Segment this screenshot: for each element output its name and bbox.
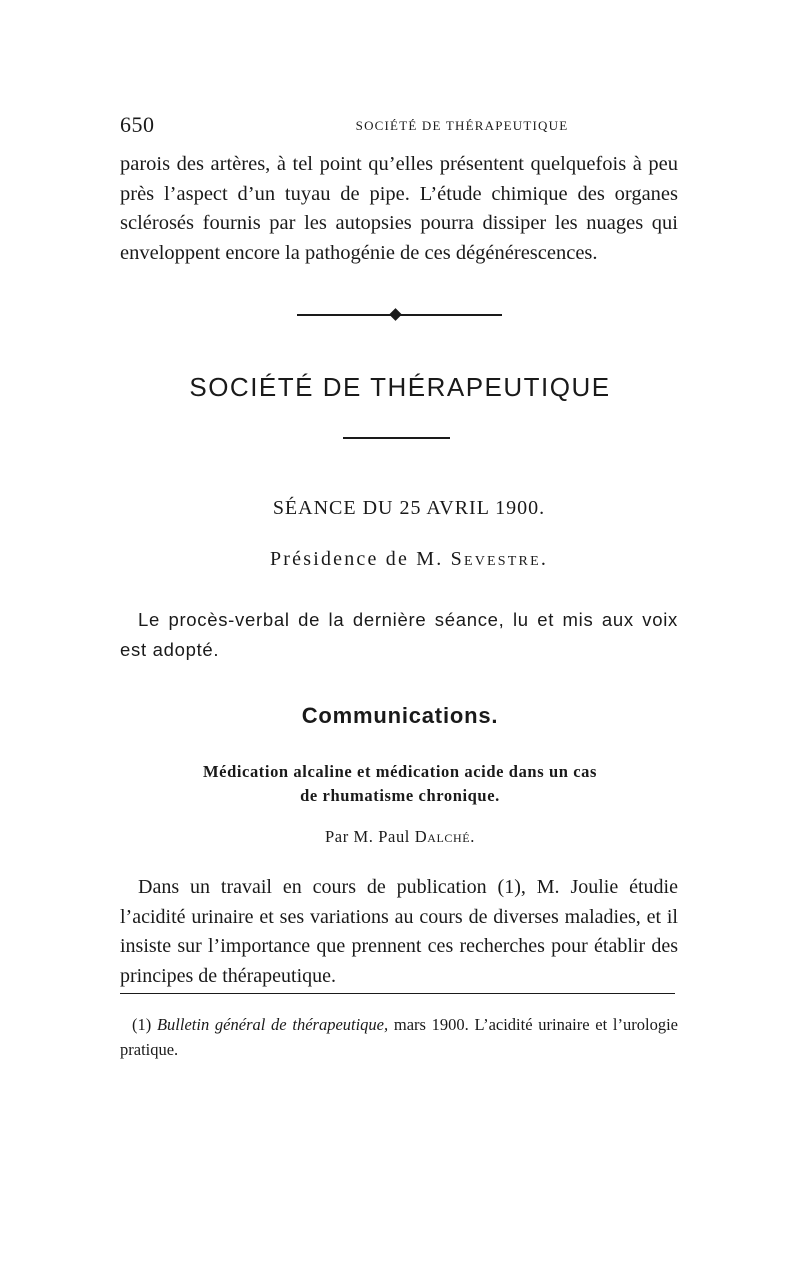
author-prefix: Par M. Paul [325, 827, 415, 846]
communications-heading: Communications. [301, 703, 499, 728]
page-number: 650 [120, 112, 155, 137]
presidence-prefix: Présidence de M. [269, 548, 451, 570]
section-ornament [297, 307, 502, 323]
presidence-suffix: . [540, 548, 549, 570]
presidence-line [0, 548, 800, 571]
diamond-icon [389, 308, 402, 321]
footnote-text [120, 1012, 678, 1062]
footnote-rest: mars 1900. L’acidité urinaire et l’urologie pratique. [120, 1015, 678, 1059]
footnote-journal: Bulletin général de thérapeutique, [156, 1015, 389, 1034]
footnote-rule [120, 993, 675, 994]
seance-date: SÉANCE DU 25 AVRIL 1900. [272, 497, 546, 519]
article-title-line-2: de rhumatisme chronique. [300, 786, 500, 805]
article-paragraph-text: Dans un travail en cours de publication (1), M. Joulie étudie l’acidité urinaire et ses variations au cours de diverses maladies, et il insiste sur l’importance que prennent ces recherches pour établir des principes de thérapeutique. [120, 876, 678, 987]
president-name: Sevestre [450, 548, 541, 570]
article-title [120, 760, 680, 808]
proces-verbal-text: Le procès-verbal de la dernière séance, lu et mis aux voix est adopté. [120, 609, 678, 660]
opening-paragraph [120, 150, 678, 268]
article-author [0, 827, 800, 847]
article-paragraph [120, 873, 678, 991]
author-suffix: . [470, 827, 475, 846]
footnote [120, 1012, 678, 1062]
footnote-marker: (1) [132, 1015, 157, 1034]
title-rule [343, 437, 450, 439]
page-header [120, 112, 680, 142]
section-title: SOCIÉTÉ DE THÉRAPEUTIQUE [189, 372, 611, 402]
opening-paragraph-text: parois des artères, à tel point qu’elles présentent quelquefois à peu près l’aspect d’un tuyau de pipe. L’étude chimique des organes sclérosés fournis par les autopsies pourra dissiper les nuages qui enveloppent encore la pathogénie de ces dégénérescences. [120, 153, 678, 264]
proces-verbal-paragraph [120, 605, 678, 664]
article-title-line-1: Médication alcaline et médication acide dans un cas [202, 762, 598, 781]
running-title: SOCIÉTÉ DE THÉRAPEUTIQUE [355, 118, 569, 133]
author-name: Dalché [414, 827, 471, 846]
